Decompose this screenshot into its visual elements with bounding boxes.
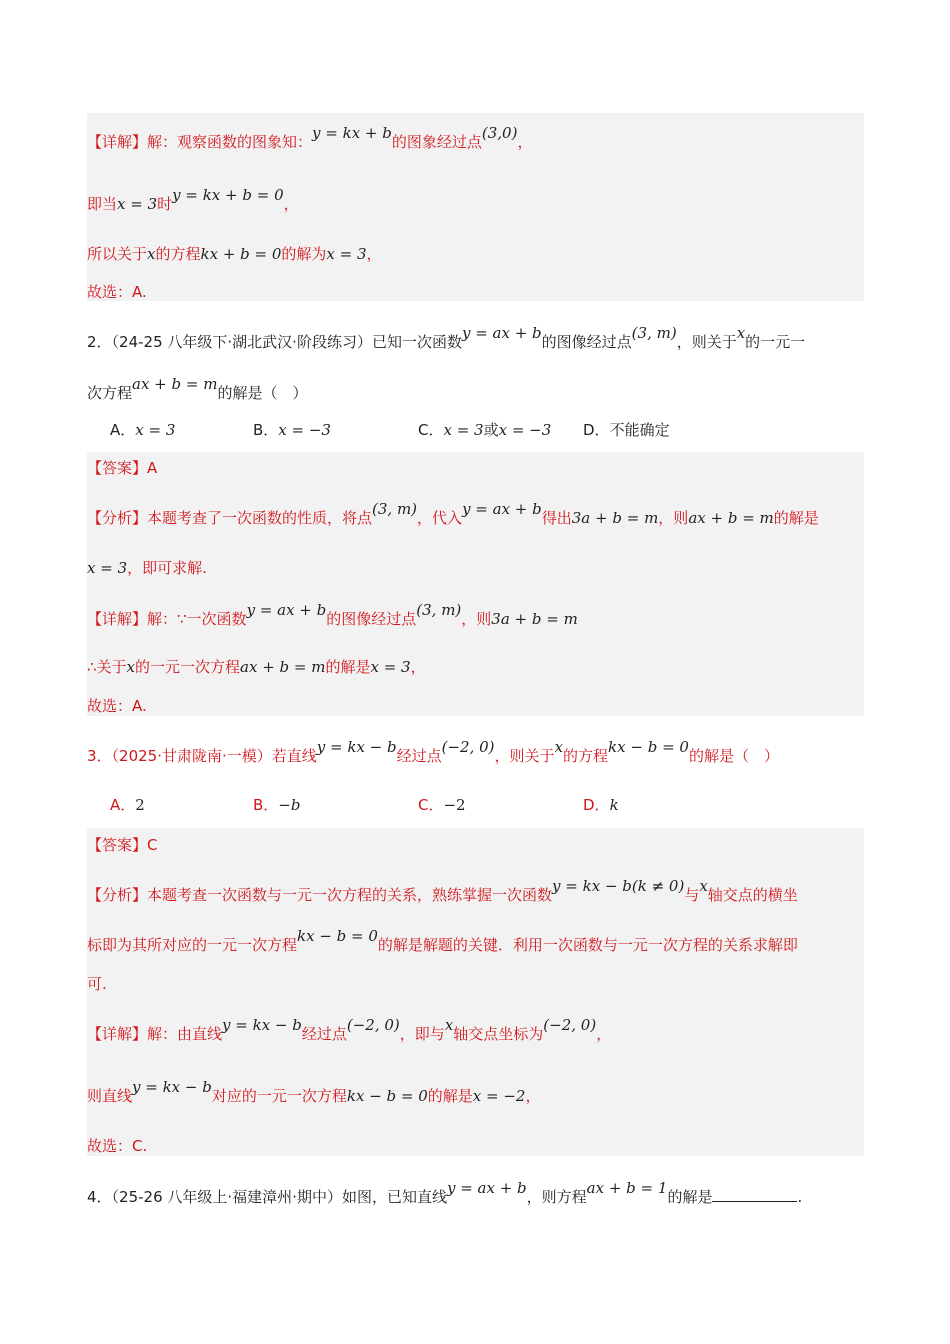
q3-line1: 3．（2025·甘肃陇南·一模）若直线y = kx − b经过点(−2, 0)，则关于x的方程kx − b = 0的解是（ ） bbox=[87, 738, 779, 765]
question-number: 2． bbox=[87, 333, 112, 351]
question-source: （25-26 八年级上·福建漳州·期中） bbox=[111, 1188, 342, 1206]
q2-analysis-line2: x = 3，即可求解. bbox=[87, 559, 207, 577]
q3-detail-line3: 故选：C. bbox=[87, 1137, 148, 1155]
q3-detail-line1: 【详解】解：由直线y = kx − b经过点(−2, 0)，即与x轴交点坐标为(−2, 0)， bbox=[87, 1016, 612, 1043]
q2-option-b[interactable]: B．x = −3 bbox=[253, 421, 331, 439]
question-source: （2025·甘肃陇南·一模） bbox=[111, 747, 272, 765]
q3-detail-line2: 则直线y = kx − b对应的一元一次方程kx − b = 0的解是x = −2， bbox=[87, 1078, 541, 1105]
q2-option-d[interactable]: D．不能确定 bbox=[583, 421, 670, 439]
q2-line1: 2．（24-25 八年级下·湖北武汉·阶段练习）已知一次函数y = ax + b的图像经过点(3, m)，则关于x的一元一 bbox=[87, 324, 806, 351]
q2-option-c[interactable]: C．x = 3或x = −3 bbox=[418, 421, 552, 439]
solution-box-3 bbox=[87, 828, 864, 1156]
q2-answer: 【答案】A bbox=[87, 459, 158, 477]
q3-option-c[interactable]: C．−2 bbox=[418, 796, 466, 814]
question-number: 3． bbox=[87, 747, 112, 765]
q3-analysis-line3: 可. bbox=[87, 975, 107, 993]
q3-option-a[interactable]: A．2 bbox=[110, 796, 145, 814]
q3-analysis-line1: 【分析】本题考查一次函数与一元一次方程的关系，熟练掌握一次函数y = kx − b(k ≠ 0)与x轴交点的横坐 bbox=[87, 877, 798, 904]
q3-option-d[interactable]: D．k bbox=[583, 796, 619, 814]
sec1-line4: 故选：A. bbox=[87, 283, 147, 301]
q2-option-a[interactable]: A．x = 3 bbox=[110, 421, 176, 439]
q2-detail-line1: 【详解】解：∵一次函数y = ax + b的图像经过点(3, m)，则3a + b = m bbox=[87, 601, 578, 628]
q3-answer: 【答案】C bbox=[87, 836, 158, 854]
q3-option-b[interactable]: B．−b bbox=[253, 796, 301, 814]
question-source: （24-25 八年级下·湖北武汉·阶段练习） bbox=[111, 333, 372, 351]
sec1-line3: 所以关于x的方程kx + b = 0的解为x = 3， bbox=[87, 245, 382, 263]
answer-blank[interactable] bbox=[712, 1187, 797, 1202]
sec1-line1: 【详解】解：观察函数的图象知：y = kx + b的图象经过点(3,0)， bbox=[87, 124, 533, 151]
q3-analysis-line2: 标即为其所对应的一元一次方程kx − b = 0的解是解题的关键．利用一次函数与一元一次方程的关系求解即 bbox=[87, 927, 798, 954]
detail-label: 【详解】 bbox=[87, 133, 148, 151]
q2-line2: 次方程ax + b = m的解是（ ） bbox=[87, 375, 308, 402]
q2-detail-line3: 故选：A. bbox=[87, 697, 147, 715]
q4-line1: 4．（25-26 八年级上·福建漳州·期中）如图，已知直线y = ax + b，则方程ax + b = 1的解是 . bbox=[87, 1179, 803, 1206]
question-number: 4． bbox=[87, 1188, 112, 1206]
q2-detail-line2: ∴关于x的一元一次方程ax + b = m的解是x = 3， bbox=[87, 658, 426, 676]
q2-analysis-line1: 【分析】本题考查了一次函数的性质，将点(3, m)，代入y = ax + b得出3a + b = m，则ax + b = m的解是 bbox=[87, 500, 819, 527]
sec1-line2: 即当x = 3时y = kx + b = 0， bbox=[87, 186, 299, 213]
